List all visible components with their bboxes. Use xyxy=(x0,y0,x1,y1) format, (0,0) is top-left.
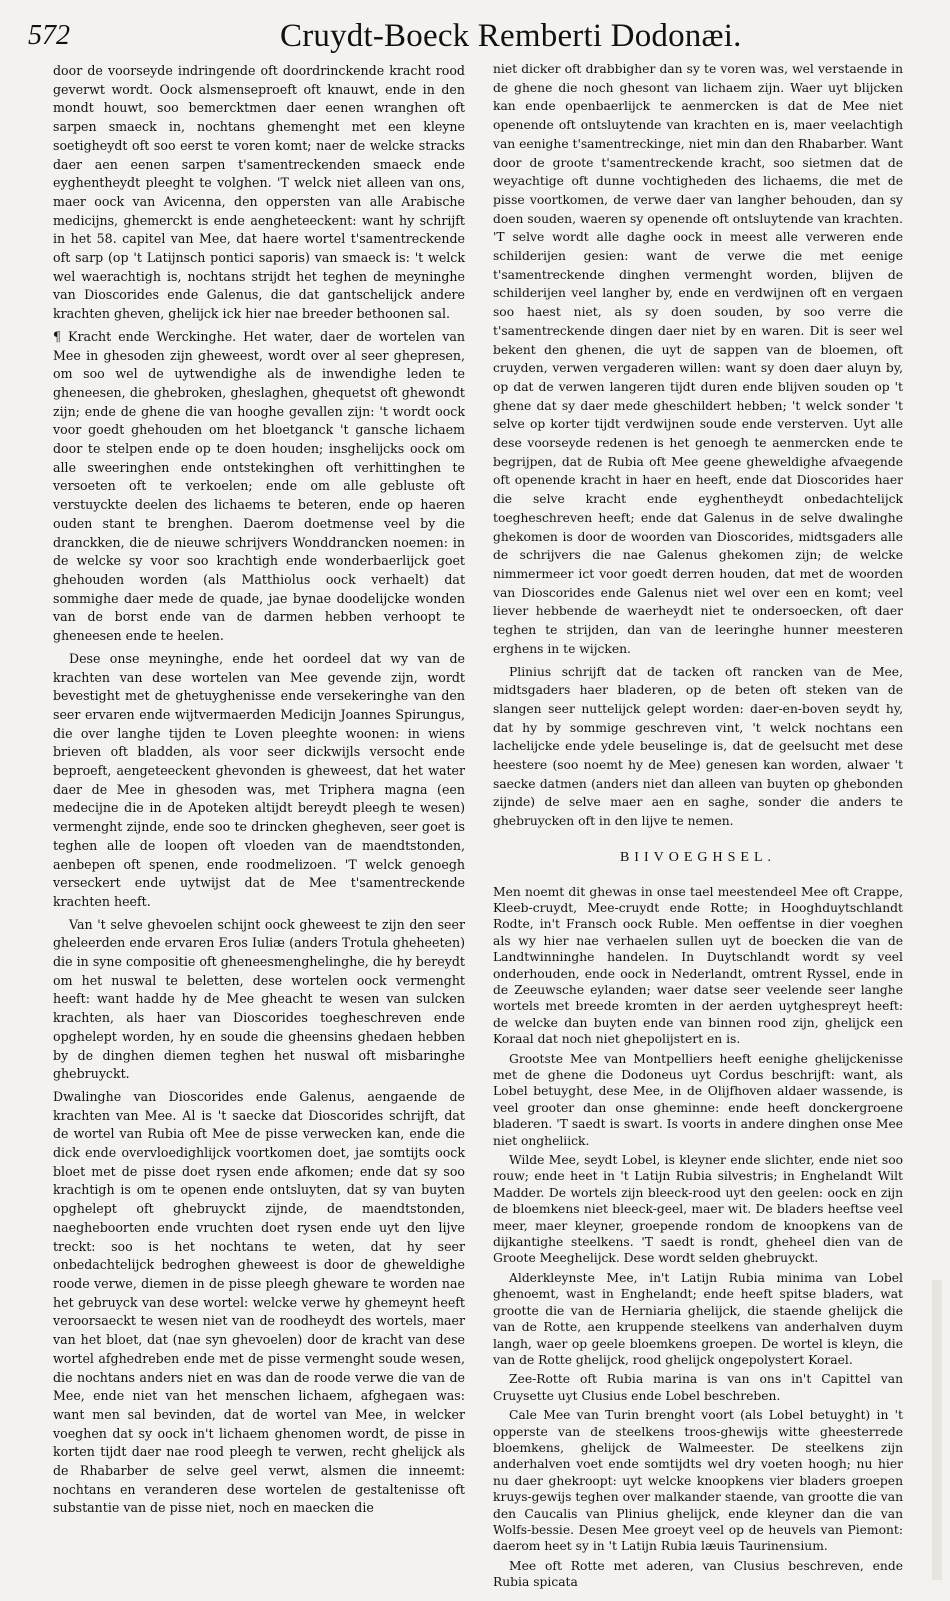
paragraph: Dwalinghe van Dioscorides ende Galenus, aengaende de krachten van Mee. Al is 't saecke dat Dioscorides schrijft, dat de wortel van Rubia oft Mee de pisse verwecken kan, ende die dick ende overvloedighlijck voortkomen doet, jae somtijts oock bloet met de pisse doet rysen ende afkomen; ende dat sy soo krachtigh is om te openen ende ontsluyten, dat sy van buyten opghelept oft ghebruyckt zijnde, de maendtstonden, naegheboorten ende vruchten doet rysen ende uyt den lijve treckt: soo is het nochtans te weten, dat hy seer onbedachtelijck bedroghen gheweest is door de gheweldighe roode verwe, diemen in de pisse pleegh gheware te worden nae het gebruyck van dese wortel: welcke verwe hy ghemeynt heeft veroorsaeckt te wesen niet van de roodheydt des wortels, maer van het bloet, dat (nae syn ghevoelen) door de kracht van dese wortel afghedreben ende met de pisse vermenght soude wesen, die nochtans anders niet en was dan de roode verwe die van de Mee, ende niet van het menschen lichaem, afghegaen was: want men sal bevinden, dat de wortel van Mee, in welcker voeghen dat sy oock in't lichaem ghenomen wordt, de pisse in korten tijdt daer nae rood pleegh te verwen, recht ghelijck als de Rhabarber de selve geel verwt, alsmen die inneemt: nochtans en veranderen dese wortelen de gestaltenisse oft substantie van de pisse niet, noch en maecken die xyxy=(53,1088,465,1516)
appendix-body xyxy=(493,884,903,1591)
page-edge-shadow xyxy=(932,1280,942,1580)
right-column xyxy=(493,60,903,1594)
paragraph: ¶ Kracht ende Werckinghe. Het water, daer de wortelen van Mee in ghesoden zijn gheweest, wordt over al seer ghepresen, om soo wel de uytwendighe als de inwendighe leden te gheneesen, die ghebroken, gheslaghen, ghequetst oft ghewondt zijn; ende de ghene die van hooghe gevallen zijn: 't wordt oock voor goedt ghehouden om het bloetganck 't gansche lichaem door te stelpen ende op te doen houden; insghelijcks oock om alle sweeringhen ende ontstekinghen oft verhittinghen te versoeten oft te verkoelen; ende om alle gebluste oft verstuyckte deelen des lichaems te beteren, ende op haeren ouden stant te brenghen. Daerom doetmense veel by die dranckken, die de nieuwe schrijvers Wonddrancken noemen: in de welcke sy voor soo krachtigh ende wonderbaerlijck goet ghehouden worden (als Matthiolus oock verhaelt) dat sommighe daer mede de quade, jae bynae doodelijcke wonden van de borst ende van de darmen hebben verhoopt te gheneesen ende te heelen. xyxy=(53,328,465,644)
paragraph: door de voorseyde indringende oft doordrinckende kracht rood geverwt wordt. Oock alsmenseproeft oft knauwt, ende in den mondt houwt, soo bemercktmen daer eenen wranghen oft sarpen smaeck in, nochtans ghemenght met een kleyne soetigheydt oft soo eerst te voren komt; naer de welcke stracks daer aen eenen sarpen t'samentreckenden smaeck ende eyghentheydt pleeght te volghen. 'T welck niet alleen van ons, maer oock van Avicenna, den oppersten van alle Arabische medicijns, ghemerckt is ende aengheteeckent: want hy schrijft in het 58. capitel van Mee, dat haere wortel t'samentreckende oft sarp (op 't Latijnsch pontici saporis) van smaeck is: 't welck wel waerachtigh is, nochtans strijdt het teghen de meyninghe van Dioscorides ende Galenus, die dat gantschelijck andere krachten gheven, ghelijck ick hier nae breeder bethoonen sal. xyxy=(53,63,465,322)
paragraph: Van 't selve ghevoelen schijnt oock gheweest te zijn den seer gheleerden ende ervaren Eros Iuliæ (anders Trotula gheheeten) die in syne compositie oft gheneesmenghelinghe, die hy bereydt om het nuswal te beletten, dese wortelen oock vermenght heeft: want hadde hy de Mee gheacht te wesen van sulcken krachten, als haer van Dioscorides toegheschreven ende opghelept worden, hy en soude die gheensins ghedaen hebben by de dinghen diemen teghen het nuswal oft misbaringhe ghebruyckt. xyxy=(53,916,465,1082)
appendix-paragraph: Cale Mee van Turin brenght voort (als Lobel betuyght) in 't opperste van de steelkens troos-ghewijs witte gheesterrede bloemkens, ghelijck de Walmeester. De steelkens zijn anderhalven voet ende somtijdts wel dry voeten hoogh; nu hier nu daer ghekroopt: uyt welcke knoopkens vier bladers groepen kruys-gewijs teghen over malkander staende, van grootte die van den Caucalis van Plinius ghelijck, ende kleyner dan die van Wolfs-bessie. Desen Mee groeyt veel op de heuvels van Piemont: daerom heet sy in 't Latijn Rubia læuis Taurinensium. xyxy=(493,1408,903,1554)
appendix-paragraph: Mee oft Rotte met aderen, van Clusius beschreven, ende Rubia spicata xyxy=(493,1558,903,1590)
section-heading: BIIVOEGHSEL. xyxy=(619,849,777,865)
paragraph: niet dicker oft drabbigher dan sy te voren was, wel verstaende in de ghene die noch ghesont van lichaem zijn. Waer uyt blijcken kan ende openbaerlijck te aenmercken is dat de Mee niet openende oft ontsluytende van krachten en is, maer veelachtigh van eenighe t'samentreckinge, niet min dan den Rhabarber. Want door de groote t'samentreckende kracht, soo sietmen dat de weyachtige oft dunne vochtigheden des lichaems, die met de pisse voortkomen, de verwe daer van langher behouden, dan sy doen souden, waeren sy openende oft ontsluytende van krachten. 'T selve wordt alle daghe oock in meest alle verweren ende schilderijen gesien: want de verwe die met eenige t'samentreckende dinghen vermenght worden, blijven de schilderijen veel langher by, ende en verdwijnen oft en vergaen soo haest niet, als sy doen souden, by soo verre die t'samentreckende dingen daer niet by en waren. Dit is seer wel bekent den ghenen, die uyt de sappen van de bloemen, oft cruyden, verwen vergaderen willen: want sy doen daer aluyn by, op dat de verwen langeren tijdt duren ende blijven souden op 't ghene dat sy daer mede gheschildert hebben; 't welck sonder 't selve op korter tijdt verdwijnen soude ende versterven. Uyt alle dese voorseyde redenen is het genoegh te aenmercken ende te begrijpen, dat de Rubia oft Mee geene gheweldighe afvaegende oft openende kracht in haer en heeft, ende dat Dioscorides haer die selve kracht ende eyghentheydt onbedachtelijck toegheschreven heeft; ende dat Galenus in de selve dwalinghe ghekomen is door de woorden van Dioscorides, midtsgaders alle de schrijvers die nae Galenus ghekomen zijn; de welcke nimmermeer ict voor goedt derren houden, dat met de woorden van Dioscorides ende Galenus niet wel over een en komt; veel liever hebbende de waerheydt niet te ondersoecken, oft daer teghen te strijden, dan van de leeringhe hunner meesteren erghens in te wijcken. xyxy=(493,62,903,656)
page-number: 572 xyxy=(28,20,70,51)
appendix-paragraph: Alderkleynste Mee, in't Latijn Rubia minima van Lobel ghenoemt, wast in Enghelandt; ende heeft spitse bladers, wat grootte die van de Herniaria ghelijck, die staende ghelijck die van de Rotte, aen kruppende steelkens van anderhalven duym langh, waer op geele bloemkens groepen. De wortel is kleyn, die van de Rotte ghelijck, rood ghelijck ongepolystert Korael. xyxy=(493,1270,903,1367)
appendix-paragraph: Men noemt dit ghewas in onse tael meestendeel Mee oft Crappe, Kleeb-cruydt, Mee-cruydt ende Rotte; in Hooghduytschlandt Rodte, in't Fransch oock Ruble. Men oeffentse in dier voeghen als wy hier nae verhaelen sullen uyt de boecken die van de Landtwinninghe handelen. In Duytschlandt wordt sy veel onderhouden, ende oock in Nederlandt, omtrent Ryssel, ende in de Zeeuwsche eylanden; waer datse seer veelende seer langhe wortels met breede kromten in der aerden uytghespreyt heeft: de welcke dan buyten ende van binnen rood zijn, ghelijck een Koraal dat noch niet ghepolijstert en is. xyxy=(493,884,903,1047)
paragraph: Plinius schrijft dat de tacken oft rancken van de Mee, midtsgaders haer bladeren, op de beten oft steken van de slangen seer nuttelijck gelept worden: daer-en-boven seydt hy, dat hy by sommige geschreven vint, 't welck nochtans een lachelijcke ende ydele beuselinge is, dat de geelsucht met dese heestere (soo noemt hy de Mee) genesen kan worden, alwaer 't saecke datmen (anders niet dan alleen van buyten op ghebonden zijnde) de selve maer aen en saghe, sonder die anders te ghebruycken oft in den lijve te nemen. xyxy=(493,664,903,829)
running-head: Cruydt-Boeck Remberti Dodonæi. xyxy=(280,18,742,54)
paragraph: Dese onse meyninghe, ende het oordeel dat wy van de krachten van dese wortelen van Mee gevende zijn, wordt bevestight met de ghetuyghenisse ende versekeringhe van den seer ervaren ende wijtvermaerden Medicijn Joannes Spirungus, die over langhe tijden te Loven pleeghte woonen: in wiens brieven oft bladden, als voor seer dickwijls versocht ende beproeft, aengeteeckent ghevonden is gheweest, dat het water daer de Mee in ghesoden was, met Triphera magna (een medecijne die in de Apoteken altijdt bereydt pleegh te wesen) vermenght zijnde, ende soo te drincken ghegheven, seer goet is teghen alle de loopen oft vloeden van de maendtstonden, aenbepen oft spenen, ende roodmelizoen. 'T welck genoegh verseckert ende uytwijst dat de Mee t'samentreckende krachten heeft. xyxy=(53,650,465,909)
appendix-paragraph: Grootste Mee van Montpelliers heeft eenighe ghelijckenisse met de ghene die Dodoneus uyt Cordus beschrijft: want, als Lobel betuyght, dese Mee, in de Olijfhoven aldaer wassende, is veel grooter dan onse gheminne: ende heeft donckergroene bladeren. 'T saedt is swart. Is voorts in andere dinghen onse Mee niet ongheliick. xyxy=(493,1051,903,1148)
appendix-paragraph: Wilde Mee, seydt Lobel, is kleyner ende slichter, ende niet soo rouw; ende heet in 't Latijn Rubia silvestris; in Enghelandt Wilt Madder. De wortels zijn bleeck-rood uyt den geelen: oock en zijn de bloemkens niet bleeck-geel, maer wit. De bladers heeftse veel meer, maer kleyner, groepende rondom de knoopkens van de dijkantighe steelkens. 'T saedt is rondt, gheheel dien van de Groote Meeghelijck. Dese wordt selden ghebruyckt. xyxy=(493,1153,903,1266)
left-column xyxy=(53,62,465,1522)
appendix-paragraph: Zee-Rotte oft Rubia marina is van ons in't Capittel van Cruysette uyt Clusius ende Lobel beschreben. xyxy=(493,1372,903,1403)
